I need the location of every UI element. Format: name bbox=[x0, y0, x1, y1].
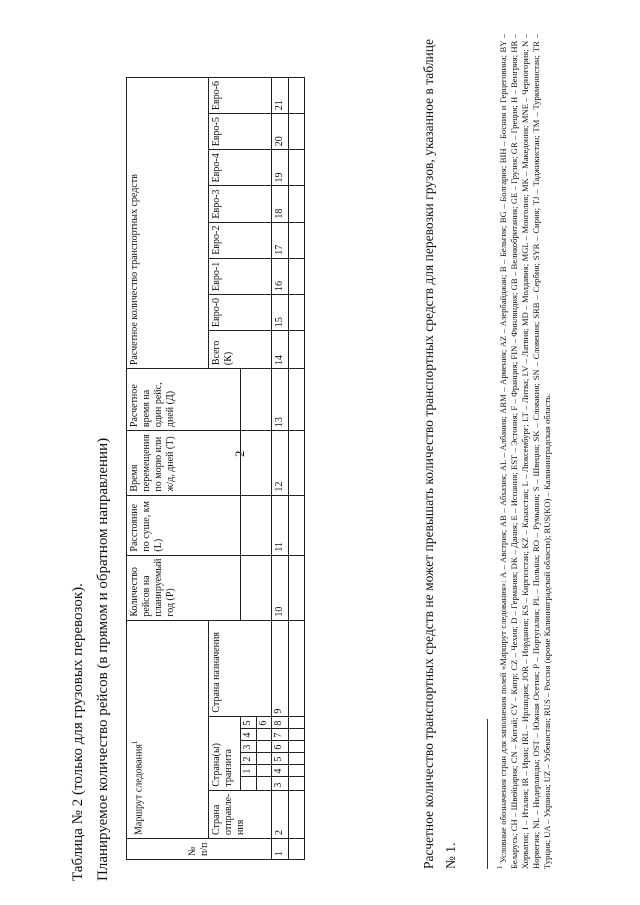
footnote-divider bbox=[487, 719, 488, 869]
header-travel-time: Время перемещения по морю или ж/д, дней (Т) bbox=[127, 431, 241, 495]
table-cell bbox=[289, 186, 305, 222]
transit-number-3: 3 bbox=[241, 740, 257, 752]
table-cell bbox=[289, 790, 305, 838]
col-num-20: 20 bbox=[272, 114, 289, 150]
col-num-9: 9 bbox=[272, 620, 289, 716]
col-num-11: 11 bbox=[272, 495, 289, 555]
table-subtitle: Планируемое количество рейсов (в прямом и обратном направлении) bbox=[95, 437, 111, 881]
table-cell bbox=[289, 740, 305, 752]
col-num-19: 19 bbox=[272, 150, 289, 186]
table-cell bbox=[289, 258, 305, 294]
col-num-15: 15 bbox=[272, 294, 289, 330]
col-num-13: 13 bbox=[272, 369, 289, 431]
col-num-14: 14 bbox=[272, 331, 289, 369]
transit-number-5: 5 bbox=[241, 716, 257, 728]
header-euro-4: Евро-4 bbox=[209, 150, 272, 186]
header-country-destination: Страна назначения bbox=[209, 620, 272, 716]
header-distance-empty bbox=[241, 495, 272, 555]
col-num-12: 12 bbox=[272, 431, 289, 495]
header-transit: Страна(ы) транзита bbox=[209, 716, 241, 790]
col-num-21: 21 bbox=[272, 77, 289, 113]
table-row bbox=[289, 77, 305, 859]
col-num-1: 1 bbox=[272, 839, 289, 860]
table-cell bbox=[289, 77, 305, 113]
footnote bbox=[495, 34, 553, 869]
table-cell bbox=[289, 222, 305, 258]
col-num-6: 6 bbox=[272, 740, 289, 752]
header-euro-1: Евро-1 bbox=[209, 258, 272, 294]
footnote-mark: 1 bbox=[496, 865, 504, 869]
header-euro-6: Евро-6 bbox=[209, 77, 272, 113]
table-cell bbox=[289, 495, 305, 555]
header-time-empty bbox=[241, 431, 272, 495]
transit-empty-cell bbox=[241, 776, 257, 790]
table-cell bbox=[289, 150, 305, 186]
header-number: № п/п bbox=[127, 839, 272, 860]
table-title: Таблица № 2 (только для грузовых перевозок). bbox=[70, 583, 86, 881]
header-trips-empty bbox=[241, 555, 272, 620]
transit-empty-cell bbox=[257, 776, 272, 790]
header-calc-empty bbox=[241, 369, 272, 431]
table-cell bbox=[289, 369, 305, 431]
table-cell bbox=[289, 620, 305, 716]
header-country-departure: Страна отправле-ния bbox=[209, 790, 272, 838]
route-header-text: Маршрут следования bbox=[133, 744, 145, 835]
note-paragraph: Расчетное количество транспортных средств не может превышать количество транспортных средств для перевозки грузов, указанное в таблице № 1. bbox=[421, 39, 458, 869]
table-cell bbox=[289, 431, 305, 495]
table-cell bbox=[289, 294, 305, 330]
col-num-8: 8 bbox=[272, 716, 289, 728]
table-cell bbox=[289, 331, 305, 369]
table-cell bbox=[289, 114, 305, 150]
header-calc-time: Расчетное время на один рейс, дней (Д) bbox=[127, 369, 241, 431]
col-num-17: 17 bbox=[272, 222, 289, 258]
header-trips-per-year: Количество рейсов на планируемый год (Р) bbox=[127, 555, 241, 620]
col-num-7: 7 bbox=[272, 728, 289, 740]
transit-empty-cell bbox=[257, 752, 272, 764]
footnote-text: Условные обозначения стран для заполнения полей «Маршрут следования»: A – Австрия; AB – Абхазия; AL – Албания; ARM – Армения; AZ – Азербайджан; B – Бельгия; BG – Болгария; BIH – Босния и Герцеговина; BY – Беларусь; CH – Швейцария; CN – Китай; CY – Кипр; CZ – Чехия; D – Германия; DK – Дания; E – Испания; EST – Эстония; F – Франция; FIN – Финляндия; GB – Великобритания; GE – Грузия; GR – Греция; H – Венгрия; HR – Хорватия; I – Италия; IR – Иран; IRL – Ирландия; JOR – Иордания; KS – Киргизстан; KZ – Казахстан; L – Люксембург; LT – Литва; LV – Латвия; MD – Молдавия; MGL – Монголия; MK – Македония; MNE – Черногория; N – Норвегия; NL – Нидерланды; OST – Южная Осетия; P – Португалия; PL – Польша; RO – Румыния; S – Швеция; SK – Словакия; SN – Словения; SRB – Сербия; SYR – Сирия; TJ – Таджикистан; TM – Туркменистан; TR – Турция; UA – Украина; UZ – Узбекистан; RUS – Россия (кроме Калининградской области); RUS(KO) – Калининградская область. bbox=[497, 34, 552, 869]
header-land-distance: Расстояние по суше, км (L) bbox=[127, 495, 241, 555]
table-cell bbox=[289, 728, 305, 740]
route-footnote-mark: 1 bbox=[131, 740, 139, 745]
table-cell bbox=[289, 752, 305, 764]
col-num-3: 3 bbox=[272, 776, 289, 790]
header-euro-0: Евро-0 bbox=[209, 294, 272, 330]
col-num-18: 18 bbox=[272, 186, 289, 222]
header-euro-5: Евро-5 bbox=[209, 114, 272, 150]
page-number: 2 bbox=[232, 450, 247, 457]
header-euro-2: Евро-2 bbox=[209, 222, 272, 258]
transit-empty-cell bbox=[257, 740, 272, 752]
transit-number-1: 1 bbox=[241, 764, 257, 776]
transit-empty-cell bbox=[257, 764, 272, 776]
transit-empty-cell bbox=[257, 728, 272, 740]
transit-number-4: 4 bbox=[241, 728, 257, 740]
header-total-k: Всего (К) bbox=[209, 331, 272, 369]
table-cell bbox=[289, 839, 305, 860]
transit-number-2: 2 bbox=[241, 752, 257, 764]
column-numbers-row bbox=[272, 77, 289, 859]
col-num-10: 10 bbox=[272, 555, 289, 620]
header-route bbox=[127, 620, 209, 838]
header-vehicles: Расчетное количество транспортных средств bbox=[127, 77, 209, 368]
trips-table bbox=[126, 77, 305, 860]
col-num-2: 2 bbox=[272, 790, 289, 838]
table-cell bbox=[289, 776, 305, 790]
col-num-5: 5 bbox=[272, 752, 289, 764]
table-cell bbox=[289, 716, 305, 728]
col-num-16: 16 bbox=[272, 258, 289, 294]
header-euro-3: Евро-3 bbox=[209, 186, 272, 222]
transit-number-6: 6 bbox=[257, 716, 272, 728]
table-cell bbox=[289, 555, 305, 620]
table-cell bbox=[289, 764, 305, 776]
col-num-4: 4 bbox=[272, 764, 289, 776]
